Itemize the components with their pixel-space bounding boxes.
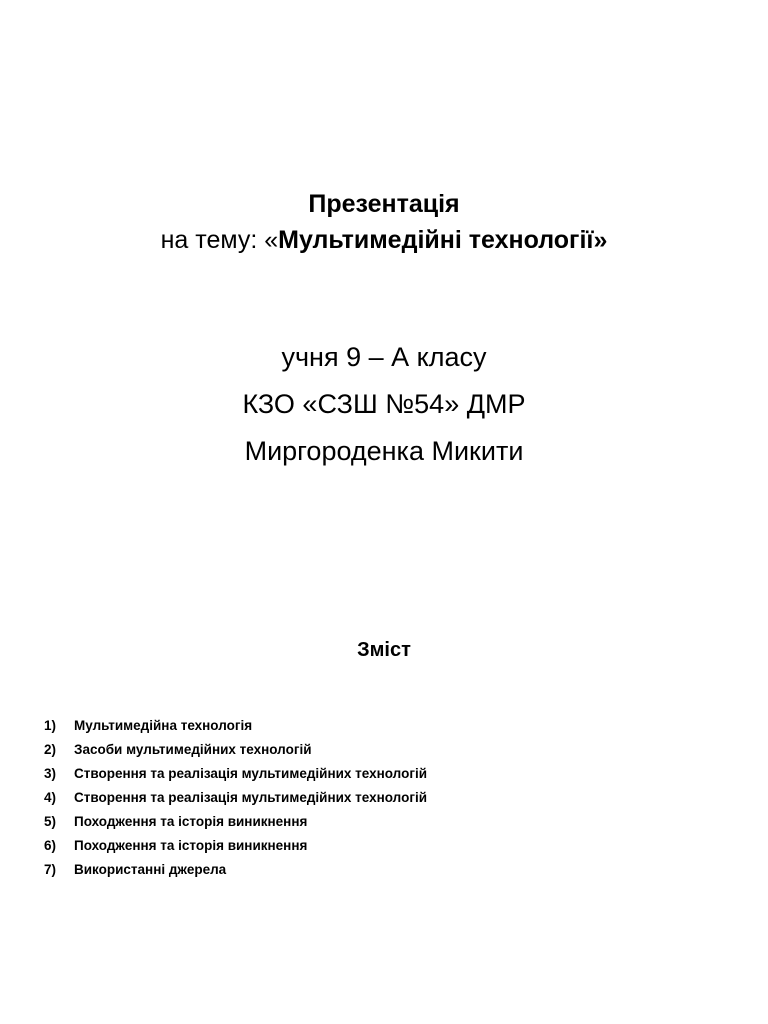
toc-item <box>44 834 427 858</box>
toc-item-label: Походження та історія виникнення <box>74 814 308 829</box>
title-line-topic <box>0 222 768 258</box>
title-line-presentation: Презентація <box>308 190 460 218</box>
author-info <box>0 334 768 475</box>
toc-item-number: 7) <box>44 862 57 877</box>
toc-item-number: 2) <box>44 742 57 757</box>
author-name: Миргороденка Микити <box>244 436 524 466</box>
topic-prefix: на тему: « <box>160 226 279 254</box>
topic-name: Мультимедійні технології <box>278 226 594 254</box>
toc-item <box>44 810 427 834</box>
toc-item-label: Засоби мультимедійних технологій <box>74 742 312 757</box>
toc-item-label: Створення та реалізація мультимедійних технологій <box>74 766 427 781</box>
toc-item <box>44 858 427 882</box>
presentation-title <box>0 186 768 258</box>
toc-item-label: Створення та реалізація мультимедійних технологій <box>74 790 427 805</box>
toc-item-number: 6) <box>44 838 57 853</box>
author-class: учня 9 – А класу <box>281 342 487 372</box>
topic-suffix: » <box>593 226 608 254</box>
toc-item-number: 5) <box>44 814 57 829</box>
toc-item <box>44 762 427 786</box>
toc-item-number: 4) <box>44 790 57 805</box>
toc-item <box>44 714 427 738</box>
toc-item <box>44 786 427 810</box>
toc-item-number: 1) <box>44 718 57 733</box>
contents-heading: Зміст <box>357 639 411 661</box>
toc-item <box>44 738 427 762</box>
author-school: КЗО «СЗШ №54» ДМР <box>242 389 526 419</box>
toc-item-label: Походження та історія виникнення <box>74 838 308 853</box>
table-of-contents <box>44 714 427 882</box>
toc-item-number: 3) <box>44 766 57 781</box>
toc-item-label: Використанні джерела <box>74 862 227 877</box>
toc-item-label: Мультимедійна технологія <box>74 718 253 733</box>
